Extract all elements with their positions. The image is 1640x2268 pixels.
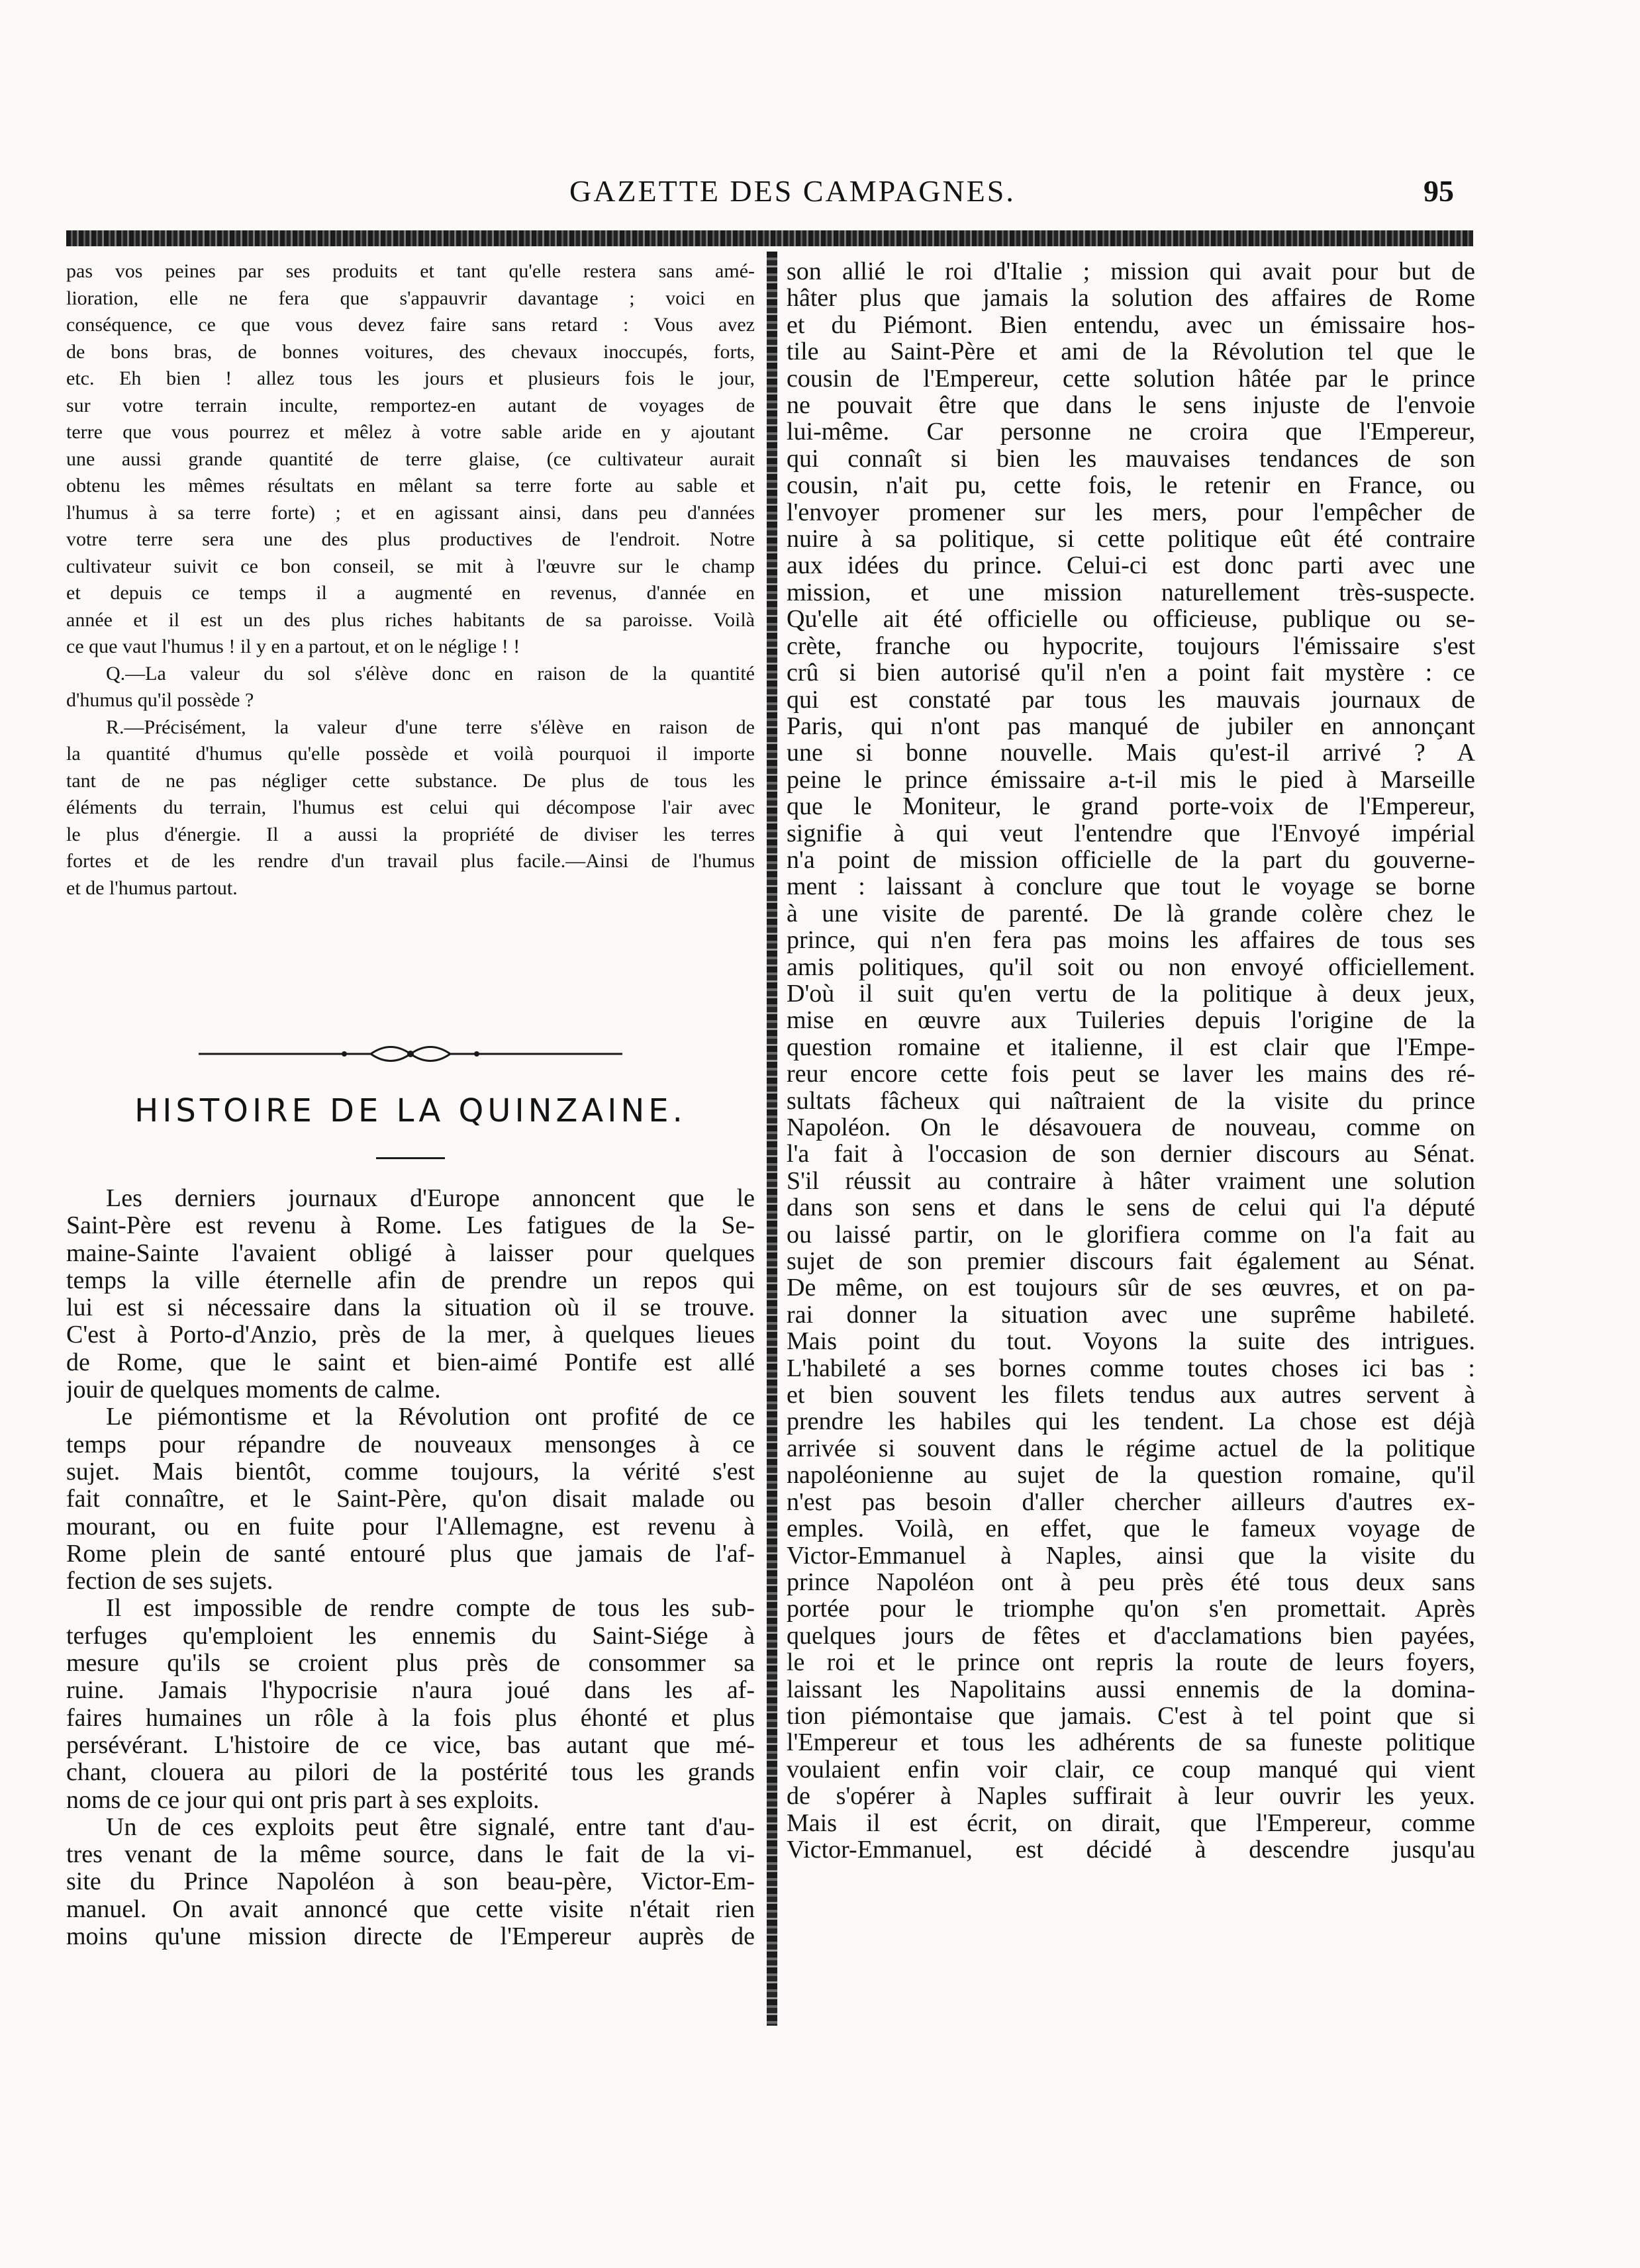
text-line: de bons bras, de bonnes voitures, des chevaux inoccupés, forts,	[66, 340, 755, 363]
text-line: temps la ville éternelle afin de prendre un repos qui	[66, 1266, 755, 1294]
text-line: cousin de l'Empereur, cette solution hâtée par le prince	[787, 365, 1475, 393]
text-line: terfuges qu'emploient les ennemis du Saint-Siége à	[66, 1622, 755, 1650]
text-line: tres venant de la même source, dans le fait de la vi-	[66, 1841, 755, 1869]
section-title: HISTOIRE DE LA QUINZAINE.	[134, 1092, 687, 1129]
text-line: Victor-Emmanuel, est décidé à descendre jusqu'au	[787, 1836, 1475, 1864]
running-title: GAZETTE DES CAMPAGNES.	[569, 174, 1016, 208]
text-line: crû si bien autorisé qu'il n'en a point fait mystère : ce	[787, 659, 1475, 686]
text-line: chant, clouera au pilori de la postérité tous les grands	[66, 1759, 755, 1787]
text-line: et depuis ce temps il a augmenté en revenus, d'année en	[66, 582, 755, 604]
title-underline	[376, 1157, 445, 1159]
text-line: fait connaître, et le Saint-Père, qu'on disait malade ou	[66, 1486, 755, 1513]
text-line: Napoléon. On le désavouera de nouveau, comme on	[787, 1114, 1475, 1141]
text-line: son allié le roi d'Italie ; mission qui avait pour but de	[787, 258, 1475, 285]
text-line: Saint-Père est revenu à Rome. Les fatigues de la Se-	[66, 1212, 755, 1240]
text-line: de s'opérer à Naples suffirait à leur ouvrir les yeux.	[787, 1783, 1475, 1810]
text-line: R.—Précisément, la valeur d'une terre s'élève en raison de	[106, 716, 755, 738]
text-line: reur encore cette fois peut se laver les mains des ré-	[787, 1061, 1475, 1088]
text-line: temps pour répandre de nouveaux mensonges à ce	[66, 1431, 755, 1458]
text-line: C'est à Porto-d'Anzio, près de la mer, à quelques lieues	[66, 1321, 755, 1349]
text-line: à une visite de parenté. De là grande colère chez le	[787, 900, 1475, 927]
text-line: nuire à sa politique, si cette politique eût été contraire	[787, 526, 1475, 553]
text-line: maine-Sainte l'avaient obligé à laisser pour quelques	[66, 1239, 755, 1267]
text-line: mission, et une mission naturellement très-suspecte.	[787, 579, 1475, 606]
text-line: tant de ne pas négliger cette substance. De plus de tous les	[66, 769, 755, 792]
text-line: conséquence, ce que vous devez faire sans retard : Vous avez	[66, 314, 755, 336]
text-line: l'humus à sa terre forte) ; et en agissant ainsi, dans peu d'années	[66, 501, 755, 524]
text-line: faires humaines un rôle à la fois plus éhonté et plus	[66, 1704, 755, 1732]
text-line: ce que vaut l'humus ! il y en a partout, et on le néglige ! !	[66, 636, 520, 657]
text-line: moins qu'une mission directe de l'Empereur auprès de	[66, 1923, 755, 1951]
right-column-text	[787, 258, 1475, 1863]
text-line: terre que vous pourrez et mêlez à votre sable aride en y ajoutant	[66, 421, 755, 443]
ornament-divider	[199, 1042, 622, 1066]
text-line: de Rome, que le saint et bien-aimé Pontife est allé	[66, 1348, 755, 1376]
text-line: Victor-Emmanuel à Naples, ainsi que la visite du	[787, 1542, 1475, 1569]
text-line: etc. Eh bien ! allez tous les jours et plusieurs fois le jour,	[66, 367, 755, 389]
text-line: sujet. Mais bientôt, comme toujours, la vérité s'est	[66, 1458, 755, 1486]
text-line: cultivateur suivit ce bon conseil, se mit à l'œuvre sur le champ	[66, 555, 755, 577]
text-line: Rome plein de santé entouré plus que jamais de l'af-	[66, 1540, 755, 1568]
header-rule	[66, 230, 1473, 246]
page-number: 95	[1423, 174, 1454, 208]
text-line: question romaine et italienne, il est clair que l'Empe-	[787, 1033, 1475, 1061]
left-column-top-text	[66, 258, 755, 902]
text-line: fortes et de les rendre d'un travail plus facile.—Ainsi de l'humus	[66, 850, 755, 872]
text-line: Il est impossible de rendre compte de tous les sub-	[106, 1595, 755, 1623]
text-line: Mais il est écrit, on dirait, que l'Empereur, comme	[787, 1809, 1475, 1836]
text-line: napoléonienne au sujet de la question romaine, qu'il	[787, 1462, 1475, 1489]
text-line: cousin, n'ait pu, cette fois, le retenir en France, ou	[787, 472, 1475, 499]
text-line: d'humus qu'il possède ?	[66, 689, 254, 711]
text-line: lui est si nécessaire dans la situation où il se trouve.	[66, 1294, 755, 1322]
text-line: S'il réussit au contraire à hâter vraiment une solution	[787, 1167, 1475, 1195]
text-line: ruine. Jamais l'hypocrisie n'aura joué dans les af-	[66, 1677, 755, 1705]
text-line: manuel. On avait annoncé que cette visite n'était rien	[66, 1895, 755, 1923]
text-line: lui-même. Car personne ne croira que l'Empereur,	[787, 418, 1475, 446]
text-line: le roi et le prince ont repris la route de leurs foyers,	[787, 1649, 1475, 1676]
text-line: pas vos peines par ses produits et tant qu'elle restera sans amé-	[66, 260, 755, 282]
text-line: l'a fait à l'occasion de son dernier discours au Sénat.	[787, 1141, 1475, 1168]
text-line: et bien souvent les filets tendus aux autres servent à	[787, 1382, 1475, 1409]
text-line: signifie à qui veut l'entendre que l'Envoyé impérial	[787, 820, 1475, 847]
text-line: une aussi grande quantité de terre glaise, (ce cultivateur aurait	[66, 448, 755, 470]
text-line: votre terre sera une des plus productives de l'endroit. Notre	[66, 528, 755, 550]
text-line: tile au Saint-Père et ami de la Révolution tel que le	[787, 338, 1475, 365]
text-line: dans son sens et dans le sens de celui qui l'a député	[787, 1194, 1475, 1221]
text-line: sur votre terrain inculte, remportez-en autant de voyages de	[66, 394, 755, 416]
text-line: et de l'humus partout.	[66, 876, 238, 899]
text-line: qui est constaté par tous les mauvais journaux de	[787, 686, 1475, 713]
text-line: emples. Voilà, en effet, que le fameux voyage de	[787, 1515, 1475, 1542]
text-line: tion piémontaise que jamais. C'est à tel point que si	[787, 1702, 1475, 1730]
text-line: Les derniers journaux d'Europe annoncent que le	[106, 1185, 755, 1212]
text-line: arrivée si souvent dans le régime actuel de la politique	[787, 1435, 1475, 1462]
text-line: sujet de son premier discours fait également au Sénat.	[787, 1248, 1475, 1275]
text-line: mourant, ou en fuite pour l'Allemagne, est revenu à	[66, 1513, 755, 1540]
text-line: Le piémontisme et la Révolution ont profité de ce	[106, 1403, 755, 1431]
text-line: Mais point du tout. Voyons la suite des intrigues.	[787, 1328, 1475, 1355]
text-line: site du Prince Napoléon à son beau-père, Victor-Em-	[66, 1868, 755, 1896]
text-line: lioration, elle ne fera que s'appauvrir davantage ; voici en	[66, 287, 755, 309]
text-line: Qu'elle ait été officielle ou officieuse, publique ou se-	[787, 606, 1475, 633]
text-line: voulaient enfin voir clair, ce coup manqué qui vient	[787, 1756, 1475, 1783]
text-line: rai donner la situation avec une suprême habileté.	[787, 1301, 1475, 1329]
text-line: ou laissé partir, on le glorifiera comme on l'a fait au	[787, 1221, 1475, 1249]
text-line: D'où il suit qu'en vertu de la politique à deux jeux,	[787, 980, 1475, 1008]
text-line: ment : laissant à conclure que tout le voyage se borne	[787, 873, 1475, 900]
text-line: qui connaît si bien les mauvaises tendances de son	[787, 445, 1475, 473]
text-line: prince, qui n'en fera pas moins les affaires de tous ses	[787, 927, 1475, 954]
text-line: l'envoyer promener sur les mers, pour l'empêcher de	[787, 498, 1475, 526]
text-line: l'Empereur et tous les adhérents de sa funeste politique	[787, 1729, 1475, 1756]
text-line: peine le prince émissaire a-t-il mis le pied à Marseille	[787, 766, 1475, 794]
text-line: noms de ce jour qui ont pris part à ses exploits.	[66, 1786, 540, 1814]
text-line: portée pour le triomphe qu'on s'en promettait. Après	[787, 1595, 1475, 1623]
text-line: Q.—La valeur du sol s'élève donc en raison de la quantité	[106, 662, 755, 685]
text-line: prendre les habiles qui les tendent. La chose est déjà	[787, 1408, 1475, 1435]
column-divider	[767, 252, 777, 2026]
text-line: L'habileté a ses bornes comme toutes choses ici bas :	[787, 1354, 1475, 1382]
left-column-bottom-text	[66, 1185, 755, 1950]
text-line: sultats fâcheux qui naîtraient de la visite du prince	[787, 1087, 1475, 1114]
text-line: n'est pas besoin d'aller chercher ailleurs d'autres ex-	[787, 1488, 1475, 1516]
text-line: et du Piémont. Bien entendu, avec un émissaire hos-	[787, 311, 1475, 339]
text-line: que le Moniteur, le grand porte-voix de l'Empereur,	[787, 793, 1475, 820]
text-line: mesure qu'ils se croient plus près de consommer sa	[66, 1650, 755, 1677]
text-line: laissant les Napolitains aussi ennemis de la domina-	[787, 1676, 1475, 1703]
text-line: fection de ses sujets.	[66, 1568, 273, 1595]
text-line: ne pouvait être que dans le sens injuste de l'envoie	[787, 392, 1475, 419]
text-line: aux idées du prince. Celui-ci est donc parti avec une	[787, 552, 1475, 579]
text-line: une si bonne nouvelle. Mais qu'est-il arrivé ? A	[787, 739, 1475, 767]
text-line: la quantité d'humus qu'elle possède et voilà pourquoi il importe	[66, 743, 755, 765]
text-line: année et il est un des plus riches habitants de sa paroisse. Voilà	[66, 608, 755, 631]
text-line: quelques jours de fêtes et d'acclamations bien payées,	[787, 1622, 1475, 1650]
text-line: mise en œuvre aux Tuileries depuis l'origine de la	[787, 1007, 1475, 1034]
text-line: jouir de quelques moments de calme.	[66, 1376, 441, 1404]
text-line: hâter plus que jamais la solution des affaires de Rome	[787, 285, 1475, 312]
text-line: n'a point de mission officielle de la part du gouverne-	[787, 846, 1475, 874]
text-line: Un de ces exploits peut être signalé, entre tant d'au-	[106, 1813, 755, 1841]
text-line: amis politiques, qu'il soit ou non envoyé officiellement.	[787, 953, 1475, 980]
text-line: Paris, qui n'ont pas manqué de jubiler en annonçant	[787, 712, 1475, 740]
text-line: persévérant. L'histoire de ce vice, bas autant que mé-	[66, 1731, 755, 1759]
text-line: obtenu les mêmes résultats en mêlant sa terre forte au sable et	[66, 475, 755, 496]
text-line: crète, franche ou hypocrite, toujours l'émissaire s'est	[787, 632, 1475, 660]
text-line: De même, on est toujours sûr de ses œuvres, et on pa-	[787, 1274, 1475, 1301]
text-line: le plus d'énergie. Il a aussi la propriété de diviser les terres	[66, 823, 755, 845]
text-line: éléments du terrain, l'humus est celui qui décompose l'air avec	[66, 796, 755, 818]
text-line: prince Napoléon ont à peu près été tous deux sans	[787, 1568, 1475, 1596]
